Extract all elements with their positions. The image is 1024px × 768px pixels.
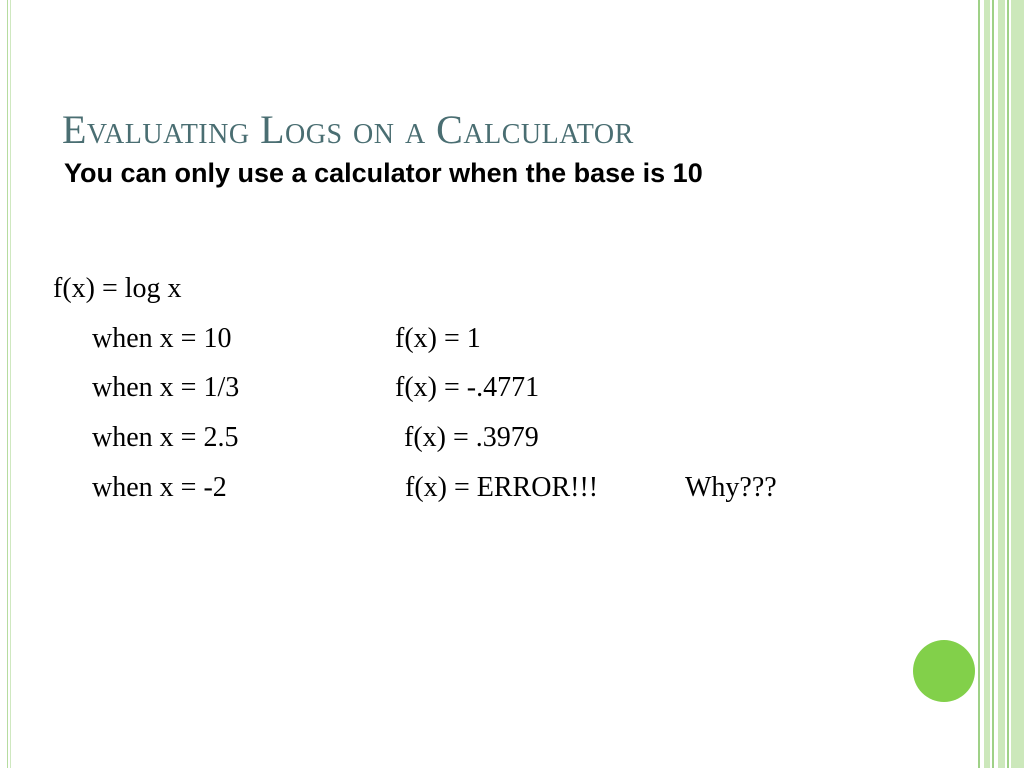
right-decorative-stripe xyxy=(1011,0,1024,768)
right-decorative-stripe xyxy=(978,0,980,768)
right-decorative-stripe xyxy=(992,0,994,768)
right-decorative-stripe xyxy=(998,0,1005,768)
result-row-4: f(x) = ERROR!!! xyxy=(405,472,599,503)
function-definition: f(x) = log x xyxy=(53,273,182,304)
input-row-3: when x = 2.5 xyxy=(92,422,239,453)
slide-subtitle: You can only use a calculator when the base is 10 xyxy=(64,158,703,188)
input-row-4: when x = -2 xyxy=(92,472,227,503)
left-border-line xyxy=(7,0,8,768)
result-row-3: f(x) = .3979 xyxy=(404,422,539,453)
slide-title: Evaluating Logs on a Calculator xyxy=(62,107,634,152)
left-border-line-inner xyxy=(10,0,11,768)
input-row-2: when x = 1/3 xyxy=(92,372,240,403)
green-circle-decoration xyxy=(913,640,975,702)
right-decorative-stripe xyxy=(984,0,990,768)
result-row-2: f(x) = -.4771 xyxy=(395,372,540,403)
input-row-1: when x = 10 xyxy=(92,323,232,354)
right-decorative-stripe xyxy=(1007,0,1009,768)
why-question: Why??? xyxy=(685,472,777,503)
result-row-1: f(x) = 1 xyxy=(395,323,481,354)
